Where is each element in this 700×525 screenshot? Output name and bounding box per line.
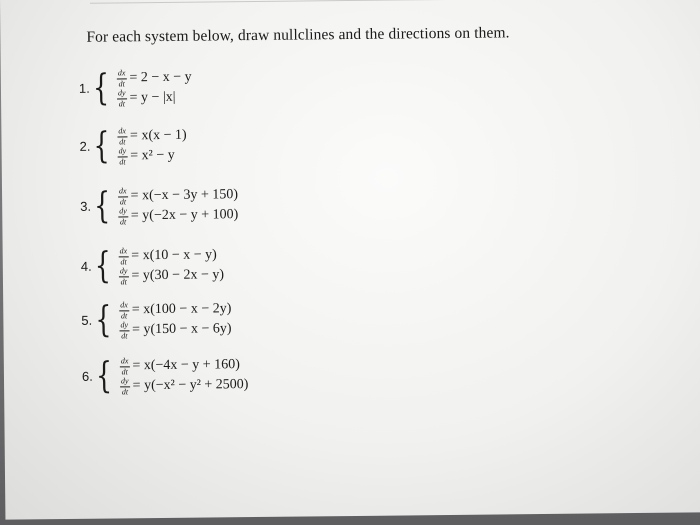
derivative-fraction: $\frac{dx}{dt}$ [118,185,127,206]
problem-number: 3. [80,198,92,214]
problem-number: 6. [81,368,93,384]
equation-dy [119,265,224,286]
equation-rhs: = y − |x| [129,89,176,106]
equation-dy [117,88,176,109]
equation-rhs: = x(100 − x − 2y) [131,301,232,318]
top-rule-line [90,0,680,4]
problem-number: 4. [80,258,92,274]
problem-number: 2. [79,138,91,154]
left-brace-icon: { [95,355,113,397]
equation-dy [118,205,238,226]
equation-rhs: = y(30 − 2x − y) [131,267,225,284]
equation-rhs: = x(x − 1) [129,127,187,144]
left-brace-icon: { [95,299,112,341]
problem-number: 1. [78,80,90,96]
equation-dx [117,68,192,89]
left-brace-icon: { [93,125,110,167]
derivative-fraction: $\frac{dx}{dt}$ [119,245,128,266]
left-brace-icon: { [93,185,111,227]
equation-dx [120,355,240,376]
equation-rhs: = x(−4x − y + 160) [132,357,240,374]
derivative-fraction: $\frac{dy}{dt}$ [117,87,126,108]
derivative-fraction: $\frac{dy}{dt}$ [120,375,129,396]
derivative-fraction: $\frac{dy}{dt}$ [120,319,129,340]
equation-rhs: = x² − y [130,147,175,164]
derivative-fraction: $\frac{dy}{dt}$ [119,265,128,286]
derivative-fraction: $\frac{dx}{dt}$ [117,67,126,88]
derivative-fraction: $\frac{dx}{dt}$ [118,125,127,146]
derivative-fraction: $\frac{dy}{dt}$ [118,145,127,166]
equation-rhs: = 2 − x − y [129,69,192,86]
equation-dy [119,319,231,340]
equation-dx [119,299,231,320]
problem-number: 5. [81,312,93,328]
left-brace-icon: { [94,245,112,287]
instructions-heading: For each system below, draw nullclines and the directions on them. [86,24,510,46]
derivative-fraction: $\frac{dy}{dt}$ [119,205,127,226]
derivative-fraction: $\frac{dx}{dt}$ [120,299,128,320]
derivative-fraction: $\frac{dx}{dt}$ [120,355,129,376]
equation-rhs: = x(10 − x − y) [131,247,217,264]
equation-rhs: = y(−2x − y + 100) [130,207,239,224]
equation-dx [119,245,217,266]
equation-rhs: = y(150 − x − 6y) [131,321,232,338]
equation-dy [120,375,249,396]
equation-dx [118,185,238,206]
left-brace-icon: { [92,67,110,109]
equation-rhs: = x(−x − 3y + 150) [130,187,239,204]
equation-rhs: = y(−x² − y² + 2500) [132,377,249,394]
equation-dx [117,126,186,147]
equation-dy [118,146,175,167]
